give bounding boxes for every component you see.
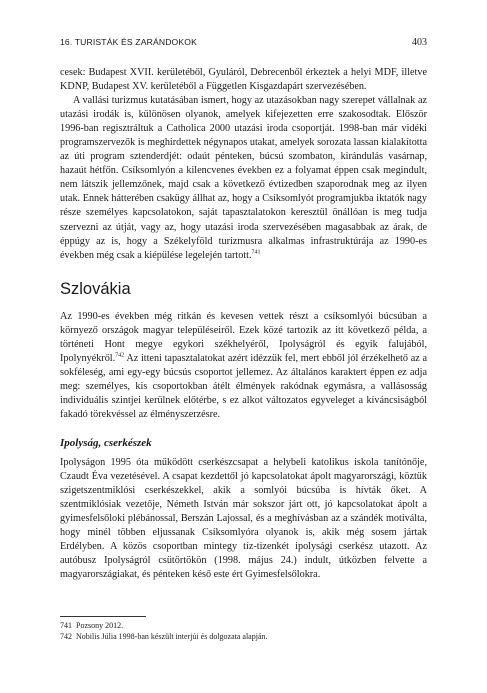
running-header — [60, 37, 427, 51]
footnote-text: Nobilis Júlia 1998-ban készült interjúi és dolgozata alapján. — [76, 632, 268, 641]
footnote-divider — [60, 616, 146, 617]
footnote-number: 742 — [60, 632, 72, 641]
footnote-742 — [60, 631, 427, 642]
chapter-title: 16. TURISTÁK ÉS ZARÁNDOKOK — [60, 37, 197, 47]
paragraph-ipolysag: Ipolyságon 1995 óta működött cserkészcsapat a helybeli katolikus iskola tanítónője, Czaudt Éva vezetésével. A csapat kezdettől jó kapcsolatokat ápolt magyarországi, köztük szigetszentmiklósi cserkészekkel, akik a somlyói búcsúba is hívták őket. A szentmiklósiak vezetője, Németh István már sokszor járt ott, jó kapcsolatokat ápolt a gyimesfelsőloki plébánossal, Berszán Lajossal, és a meghívásban az a szándék motiválta, hogy minél többen eljussanak Csíksomlyóra olyanok is, akik még sosem jártak Erdélyben. A közös csoportban mintegy tíz-tizenkét ipolysági cserkész utazott. Az autóbusz Ipolyságról csütörtökön (1998. május 24.) indult, útközben felvette a magyarországiakat, és pénteken késő este ért Gyimesfelsőlokra. — [60, 457, 427, 581]
footnote-ref-741[interactable]: 741 — [251, 249, 261, 256]
paragraph-text: A vallási turizmus kutatásában ismert, hogy az utazásokban nagy szerepet vállalnak az utazási irodák is, különösen olyanok, amelyek kifejezetten erre szakosodtak. Először 1996-ban regisztráltuk a Catholica 2000 utazási iroda csoportját. 1998-ban már vidéki programszervezők is meghirdettek négynapos utakat, amelyek sorozata lassan kialakította az úti program sztenderdjét: odaút pénteken, búcsú szombaton, kirándulás vasárnap, hazaút hétfőn. Csíksomlyón a kilencvenes években ez a folyamat éppen csak megindult, nem látszik jellemzőnek, majd csak a következő évtizedben szaporodnak meg az ilyen utak. Ennek hátterében csakügy állhat az, hogy a Csíksomlyót programjukba iktatók nagy része személyes kapcsolatokon, saját tapasztalatokon keresztül önállóan is meg tudja szervezni az útját, vagy az, hogy utazási iroda szervezésében magasabbak az árak, de éppúgy az is, hogy a Székelyföld turizmusra alkalmas infrastruktúrája az 1990-es években még csak a kiépülése legelején tartott. — [60, 95, 427, 261]
footnote-text: Pozsony 2012. — [76, 621, 124, 630]
paragraph-continuation: cesek: Budapest XVII. kerületéből, Gyuláról, Debrecenből érkeztek a helyi MDF, illetve KDNP, Budapest XV. kerületéből a Független Kisgazdapárt szervezésében. — [60, 67, 427, 93]
section-heading-szlovakia: Szlovákia — [60, 279, 131, 298]
footnote-number: 741 — [60, 621, 72, 630]
footnote-ref-742[interactable]: 742 — [115, 352, 125, 359]
footnotes — [60, 616, 427, 642]
footnote-741 — [60, 620, 427, 631]
paragraph-szlovakia — [60, 310, 427, 422]
paragraph-text: Az itteni tapasztalatokat azért idézzük fel, mert ebből jól érzékelhető az a sokféleség, ami egy-egy búcsús csoportot jellemez. Az általános karaktert éppen ez adja meg: személyes, kis csoportokban átélt élmények rakódnak egymásra, a vallásosság individuális szintjei kerülnek előtérbe, s ez alkot változatos egyveleget a kíváncsiságból fakadó törekvéssel az élményszerzésre. — [60, 352, 427, 420]
body-text — [60, 66, 427, 582]
paragraph-text: Az 1990-es években még ritkán és kevesen vettek részt a csíksomlyói búcsúban a környező országok magyar településeiről. Ezek közé tartozik az itt következő példa, a történeti Hont megye egykori székhelyéről, Ipolyságról és egyik falujából, Ipolynyékről. — [60, 310, 427, 364]
page-number: 403 — [412, 37, 427, 48]
paragraph-travel-agencies — [60, 94, 427, 263]
subsection-heading-ipolysag: Ipolyság, cserkészek — [60, 437, 152, 450]
